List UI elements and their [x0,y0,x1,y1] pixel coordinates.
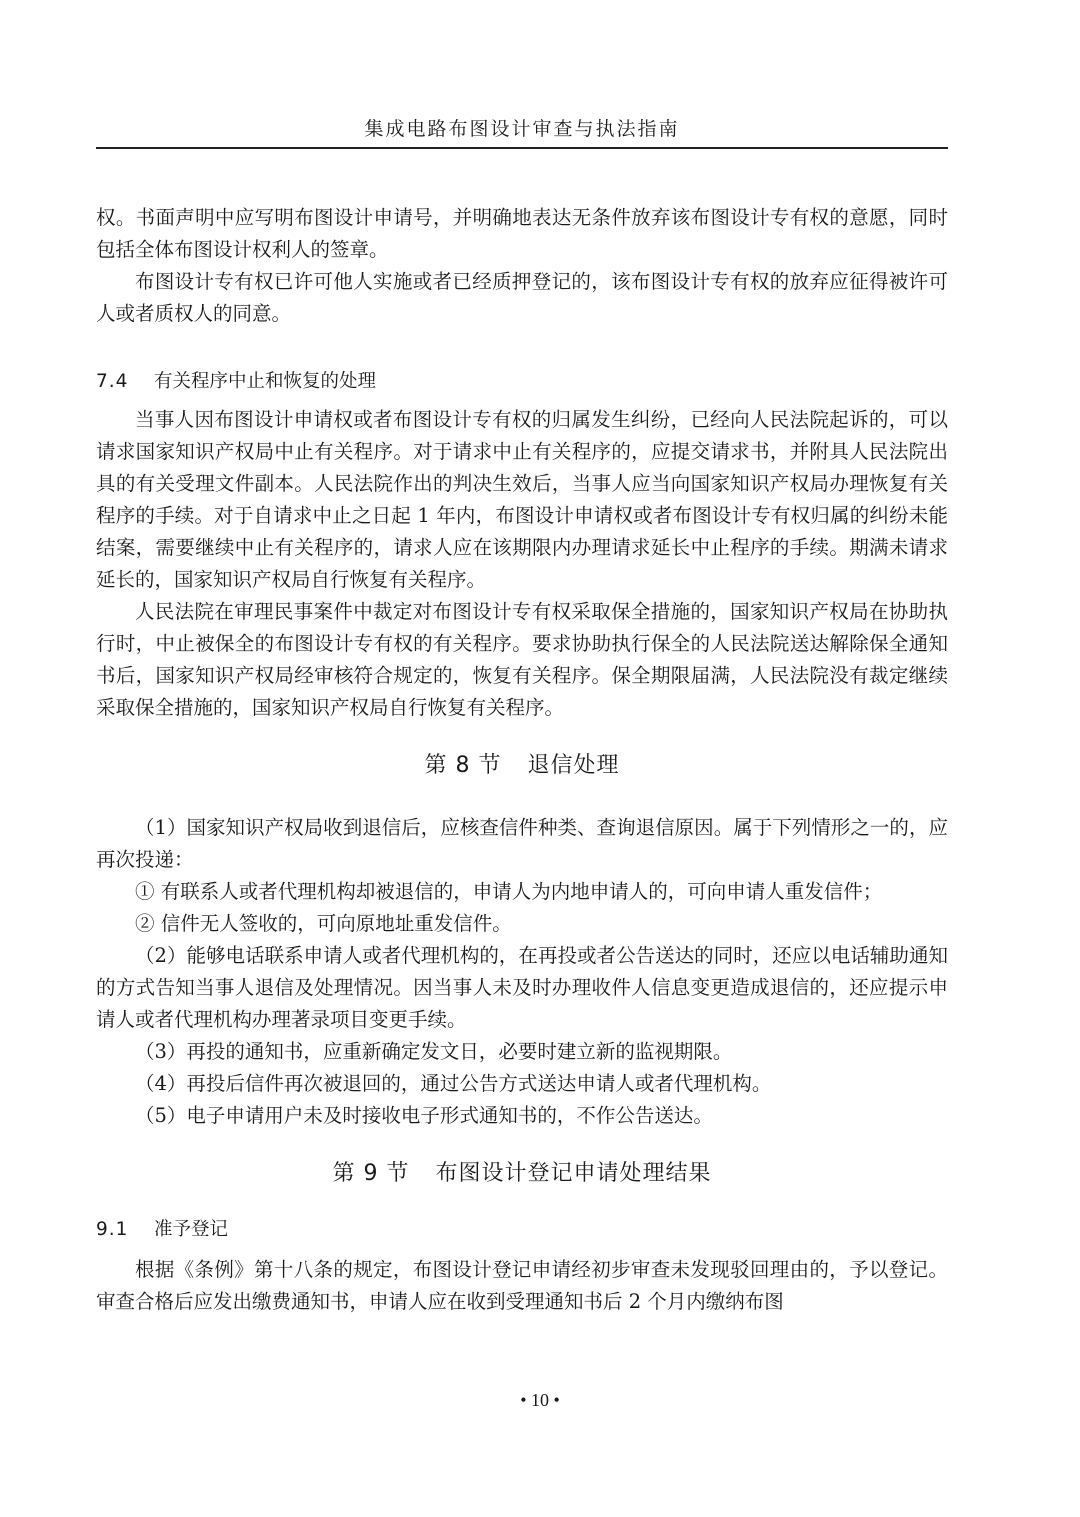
chapter-heading-9 [96,1158,948,1190]
section-title: 准予登记 [154,1219,229,1240]
chapter-title: 布图设计登记申请处理结果 [435,1161,712,1186]
chapter-heading-8 [96,750,948,782]
list-item-1: （1）国家知识产权局收到退信后，应核查信件种类、查询退信原因。属于下列情形之一的，应再次投递： [96,816,948,871]
section-number: 7.4 [96,371,129,392]
chapter-title: 退信处理 [527,753,620,778]
list-item-3: （3）再投的通知书，应重新确定发文日，必要时建立新的监视期限。 [135,1040,733,1063]
section-title: 有关程序中止和恢复的处理 [154,371,377,392]
paragraph-waiver-consent: 布图设计专有权已许可他人实施或者已经质押登记的，该布图设计专有权的放弃应征得被许可人或者质权人的同意。 [96,270,948,325]
paragraph-registration: 根据《条例》第十八条的规定，布图设计登记申请经初步审查未发现驳回理由的，予以登记。审查合格后应发出缴费通知书，申请人应在收到受理通知书后 2 个月内缴纳布图 [96,1258,948,1313]
page-body [96,202,948,1318]
chapter-number: 第 9 节 [332,1161,410,1186]
list-item-4: （4）再投后信件再次被退回的，通过公告方式送达申请人或者代理机构。 [135,1072,772,1095]
section-heading-9-1 [96,1216,948,1244]
list-item-5: （5）电子申请用户未及时接收电子形式通知书的，不作公告送达。 [135,1104,713,1127]
list-item-2: （2）能够电话联系申请人或者代理机构的，在再投或者公告送达的同时，还应以电话辅助通知的方式告知当事人退信及处理情况。因当事人未及时办理收件人信息变更造成退信的，还应提示申请人或者代理机构办理著录项目变更手续。 [96,944,948,1031]
list-subitem-a: ① 有联系人或者代理机构却被退信的，申请人为内地申请人的，可向申请人重发信件； [135,880,883,903]
running-header: 集成电路布图设计审查与执法指南 [364,118,680,140]
section-heading-7-4 [96,368,948,396]
list-subitem-b: ② 信件无人签收的，可向原地址重发信件。 [135,912,512,935]
paragraph-waiver-statement: 权。书面声明中应写明布图设计申请号，并明确地表达无条件放弃该布图设计专有权的意愿，同时包括全体布图设计权利人的签章。 [96,206,948,261]
paragraph-preservation: 人民法院在审理民事案件中裁定对布图设计专有权采取保全措施的，国家知识产权局在协助执行时，中止被保全的布图设计专有权的有关程序。要求协助执行保全的人民法院送达解除保全通知书后，国家知识产权局经审核符合规定的，恢复有关程序。保全期限届满，人民法院没有裁定继续采取保全措施的，国家知识产权局自行恢复有关程序。 [96,600,948,719]
chapter-number: 第 8 节 [424,753,502,778]
paragraph-suspension: 当事人因布图设计申请权或者布图设计专有权的归属发生纠纷，已经向人民法院起诉的，可以请求国家知识产权局中止有关程序。对于请求中止有关程序的，应提交请求书，并附具人民法院出具的有关受理文件副本。人民法院作出的判决生效后，当事人应当向国家知识产权局办理恢复有关程序的手续。对于自请求中止之日起 1 年内，布图设计申请权或者布图设计专有权归属的纠纷未能结案，需要继续中止有关程序的，请求人应在该期限内办理请求延长中止程序的手续。期满未请求延长的，国家知识产权局自行恢复有关程序。 [96,408,948,591]
section-number: 9.1 [96,1219,129,1240]
header-rule [96,147,948,149]
page-number: • 10 • [520,1390,560,1410]
